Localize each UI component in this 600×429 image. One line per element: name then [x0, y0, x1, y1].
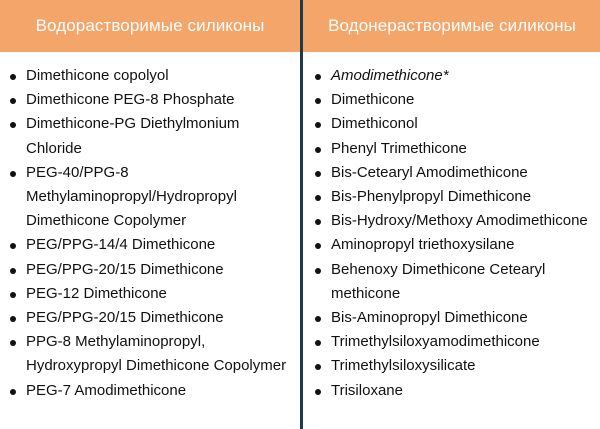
header-water-insoluble: Водонерастворимые силиконы: [328, 16, 576, 35]
list-item: Trisiloxane: [305, 379, 600, 403]
list-item: Bis-Cetearyl Amodimethicone: [305, 161, 600, 185]
list-item: Bis-Hydroxy/Methoxy Amodimethicone: [305, 209, 600, 233]
water-soluble-list: [0, 64, 298, 403]
list-item: Bis-Aminopropyl Dimethicone: [305, 306, 600, 330]
list-item: Trimethylsiloxysilicate: [305, 354, 600, 378]
list-item: Amodimethicone*: [305, 64, 600, 88]
list-item: PEG-12 Dimethicone: [0, 282, 298, 306]
list-item: PEG-40/PPG-8 Methylaminopropyl/Hydropropyl Dimethicone Copolymer: [0, 161, 298, 234]
list-item: PEG/PPG-20/15 Dimethicone: [0, 258, 298, 282]
list-item: Dimethicone copolyol: [0, 64, 298, 88]
water-insoluble-column: [305, 64, 600, 403]
water-soluble-column: [0, 64, 298, 403]
list-item: PEG/PPG-14/4 Dimethicone: [0, 233, 298, 257]
list-item: Dimethicone PEG-8 Phosphate: [0, 88, 298, 112]
list-item: PEG-7 Amodimethicone: [0, 379, 298, 403]
list-item: Trimethylsiloxyamodimethicone: [305, 330, 600, 354]
list-item: Dimethicone-PG Diethylmonium Chloride: [0, 112, 298, 160]
column-divider: [300, 0, 303, 429]
list-item: Bis-Phenylpropyl Dimethicone: [305, 185, 600, 209]
list-item: Aminopropyl triethoxysilane: [305, 233, 600, 257]
header-water-soluble: Водорастворимые силиконы: [35, 16, 265, 35]
water-insoluble-list: [305, 64, 600, 403]
list-item: PPG-8 Methylaminopropyl, Hydroxypropyl Dimethicone Copolymer: [0, 330, 298, 378]
list-item: Phenyl Trimethicone: [305, 137, 600, 161]
list-item: Dimethiconol: [305, 112, 600, 136]
list-item: Dimethicone: [305, 88, 600, 112]
list-item: Behenoxy Dimethicone Cetearyl methicone: [305, 258, 600, 306]
list-item: PEG/PPG-20/15 Dimethicone: [0, 306, 298, 330]
